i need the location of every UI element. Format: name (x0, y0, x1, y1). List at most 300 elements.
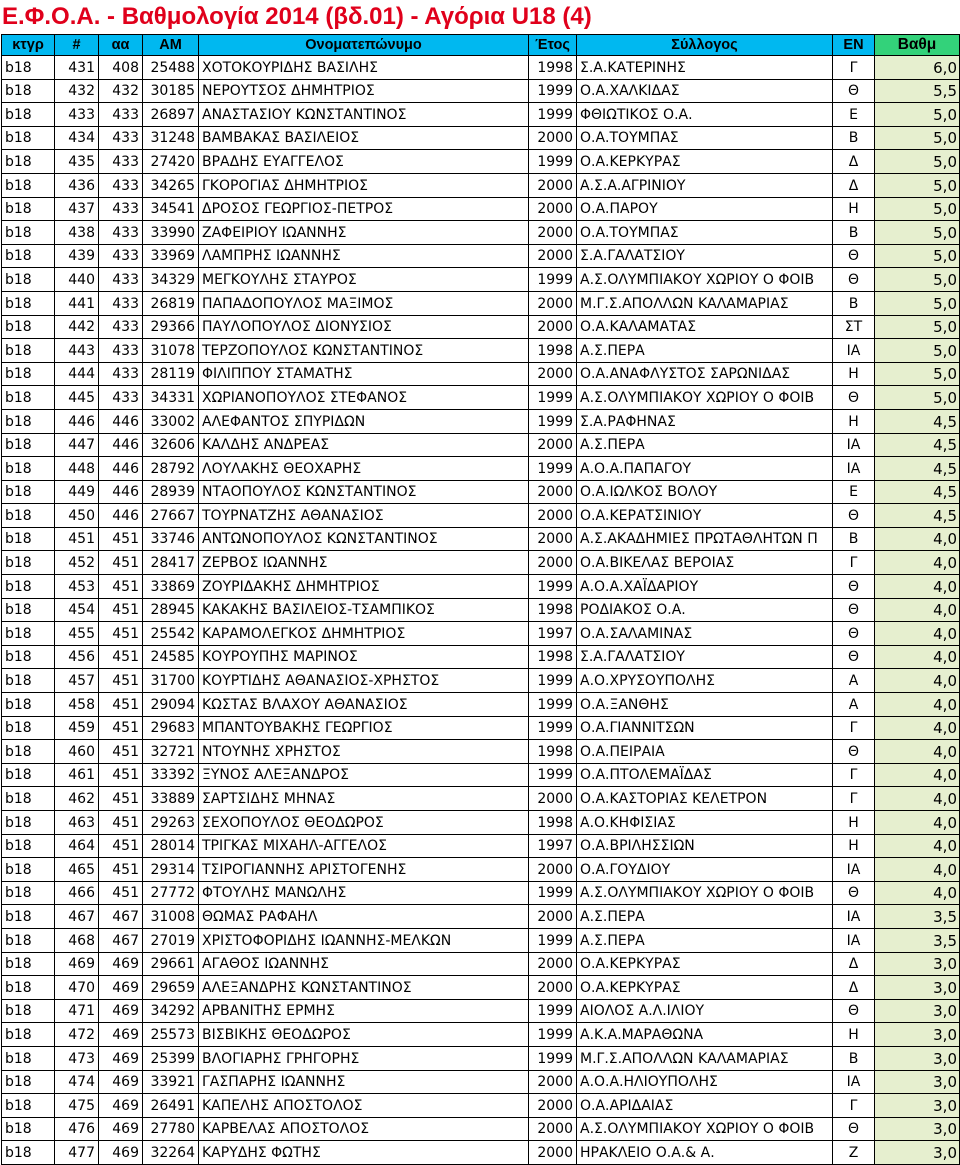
cell-ktgr: b18 (2, 740, 55, 764)
cell-year: 2000 (529, 1117, 577, 1141)
cell-num: 477 (55, 1141, 99, 1165)
cell-am: 31008 (143, 905, 199, 929)
cell-en: Α (833, 693, 875, 717)
cell-am: 29263 (143, 811, 199, 835)
table-row[interactable] (2, 339, 960, 363)
page-title: Ε.Φ.Ο.Α. - Βαθμολογία 2014 (βδ.01) - Αγόρια U18 (4) (2, 3, 592, 30)
cell-club: Α.Σ.ΟΛΥΜΠΙΑΚΟΥ ΧΩΡΙΟΥ Ο ΦΟΙΒ (577, 881, 833, 905)
cell-en: Η (833, 834, 875, 858)
table-row[interactable] (2, 976, 960, 1000)
cell-bath: 4,5 (875, 409, 960, 433)
cell-year: 2000 (529, 787, 577, 811)
cell-aa: 451 (99, 763, 143, 787)
cell-num: 446 (55, 409, 99, 433)
cell-ktgr: b18 (2, 1046, 55, 1070)
cell-en: Θ (833, 268, 875, 292)
cell-club: Ο.Α.ΤΟΥΜΠΑΣ (577, 126, 833, 150)
cell-en: Γ (833, 763, 875, 787)
cell-bath: 4,0 (875, 622, 960, 646)
table-row[interactable] (2, 433, 960, 457)
table-row[interactable] (2, 787, 960, 811)
cell-ktgr: b18 (2, 126, 55, 150)
cell-club: Α.Σ.Α.ΑΓΡΙΝΙΟΥ (577, 173, 833, 197)
cell-ktgr: b18 (2, 952, 55, 976)
cell-year: 1999 (529, 409, 577, 433)
cell-aa: 469 (99, 1094, 143, 1118)
cell-club: Ο.Α.ΠΤΟΛΕΜΑΪΔΑΣ (577, 763, 833, 787)
cell-ktgr: b18 (2, 598, 55, 622)
cell-aa: 433 (99, 221, 143, 245)
cell-am: 28417 (143, 551, 199, 575)
cell-year: 2000 (529, 1094, 577, 1118)
cell-en: Γ (833, 56, 875, 80)
cell-name: ΑΛΕΦΑΝΤΟΣ ΣΠΥΡΙΔΩΝ (199, 409, 529, 433)
cell-num: 440 (55, 268, 99, 292)
cell-bath: 4,0 (875, 763, 960, 787)
cell-bath: 6,0 (875, 56, 960, 80)
cell-am: 31248 (143, 126, 199, 150)
cell-ktgr: b18 (2, 221, 55, 245)
table-row[interactable] (2, 1141, 960, 1165)
cell-name: ΤΕΡΖΟΠΟΥΛΟΣ ΚΩΝΣΤΑΝΤΙΝΟΣ (199, 339, 529, 363)
table-row[interactable] (2, 834, 960, 858)
table-row[interactable] (2, 858, 960, 882)
cell-bath: 3,0 (875, 1070, 960, 1094)
table-row[interactable] (2, 811, 960, 835)
cell-club: Α.Ο.Α.ΗΛΙΟΥΠΟΛΗΣ (577, 1070, 833, 1094)
cell-bath: 4,5 (875, 504, 960, 528)
cell-num: 476 (55, 1117, 99, 1141)
cell-year: 1999 (529, 1023, 577, 1047)
cell-am: 31700 (143, 669, 199, 693)
cell-num: 461 (55, 763, 99, 787)
header-name[interactable]: Ονοματεπώνυμο (199, 35, 529, 56)
cell-name: ΝΕΡΟΥΤΣΟΣ ΔΗΜΗΤΡΙΟΣ (199, 79, 529, 103)
cell-year: 1997 (529, 622, 577, 646)
cell-ktgr: b18 (2, 999, 55, 1023)
cell-ktgr: b18 (2, 976, 55, 1000)
cell-club: Ο.Α.ΚΕΡΑΤΣΙΝΙΟΥ (577, 504, 833, 528)
cell-ktgr: b18 (2, 811, 55, 835)
table-row[interactable] (2, 150, 960, 174)
table-row[interactable] (2, 622, 960, 646)
cell-num: 451 (55, 527, 99, 551)
cell-year: 2000 (529, 244, 577, 268)
cell-num: 436 (55, 173, 99, 197)
cell-bath: 4,0 (875, 598, 960, 622)
cell-year: 1998 (529, 598, 577, 622)
table-row[interactable] (2, 291, 960, 315)
cell-ktgr: b18 (2, 575, 55, 599)
table-row[interactable] (2, 409, 960, 433)
cell-num: 469 (55, 952, 99, 976)
cell-bath: 4,0 (875, 716, 960, 740)
cell-year: 1998 (529, 645, 577, 669)
cell-year: 1999 (529, 999, 577, 1023)
cell-bath: 3,0 (875, 1094, 960, 1118)
cell-name: ΛΑΜΠΡΗΣ ΙΩΑΝΝΗΣ (199, 244, 529, 268)
cell-club: ΑΙΟΛΟΣ Α.Λ.ΙΛΙΟΥ (577, 999, 833, 1023)
table-row[interactable] (2, 103, 960, 127)
cell-en: ΙΑ (833, 433, 875, 457)
cell-bath: 5,0 (875, 291, 960, 315)
cell-am: 33002 (143, 409, 199, 433)
cell-am: 33869 (143, 575, 199, 599)
table-row[interactable] (2, 928, 960, 952)
cell-am: 32606 (143, 433, 199, 457)
cell-bath: 4,0 (875, 669, 960, 693)
cell-bath: 5,0 (875, 173, 960, 197)
table-row[interactable] (2, 79, 960, 103)
ranking-table (1, 34, 960, 1165)
cell-name: ΚΑΡΒΕΛΑΣ ΑΠΟΣΤΟΛΟΣ (199, 1117, 529, 1141)
cell-name: ΔΡΟΣΟΣ ΓΕΩΡΓΙΟΣ-ΠΕΤΡΟΣ (199, 197, 529, 221)
header-en[interactable]: ΕΝ (833, 35, 875, 56)
cell-en: Θ (833, 598, 875, 622)
cell-name: ΑΡΒΑΝΙΤΗΣ ΕΡΜΗΣ (199, 999, 529, 1023)
cell-club: Σ.Α.ΡΑΦΗΝΑΣ (577, 409, 833, 433)
cell-num: 437 (55, 197, 99, 221)
table-row[interactable] (2, 504, 960, 528)
cell-year: 1999 (529, 881, 577, 905)
cell-aa: 433 (99, 362, 143, 386)
table-row[interactable] (2, 645, 960, 669)
cell-aa: 467 (99, 928, 143, 952)
cell-en: Η (833, 409, 875, 433)
cell-num: 431 (55, 56, 99, 80)
cell-en: Θ (833, 244, 875, 268)
table-row[interactable] (2, 315, 960, 339)
cell-club: Α.Σ.ΟΛΥΜΠΙΑΚΟΥ ΧΩΡΙΟΥ Ο ΦΟΙΒ (577, 386, 833, 410)
cell-name: ΤΣΙΡΟΓΙΑΝΝΗΣ ΑΡΙΣΤΟΓΕΝΗΣ (199, 858, 529, 882)
cell-am: 30185 (143, 79, 199, 103)
cell-ktgr: b18 (2, 433, 55, 457)
cell-aa: 451 (99, 527, 143, 551)
cell-ktgr: b18 (2, 787, 55, 811)
table-row[interactable] (2, 1117, 960, 1141)
cell-club: Ο.Α.ΑΡΙΔΑΙΑΣ (577, 1094, 833, 1118)
cell-am: 27019 (143, 928, 199, 952)
cell-num: 455 (55, 622, 99, 646)
cell-club: Α.Σ.ΠΕΡΑ (577, 905, 833, 929)
table-row[interactable] (2, 905, 960, 929)
cell-en: Β (833, 527, 875, 551)
cell-year: 2000 (529, 291, 577, 315)
cell-club: Ο.Α.ΠΕΙΡΑΙΑ (577, 740, 833, 764)
cell-bath: 4,0 (875, 858, 960, 882)
cell-club: Ο.Α.ΑΝΑΦΛΥΣΤΟΣ ΣΑΡΩΝΙΔΑΣ (577, 362, 833, 386)
cell-club: Σ.Α.ΚΑΤΕΡΙΝΗΣ (577, 56, 833, 80)
cell-am: 28939 (143, 480, 199, 504)
cell-am: 29094 (143, 693, 199, 717)
cell-ktgr: b18 (2, 409, 55, 433)
cell-aa: 446 (99, 504, 143, 528)
table-row[interactable] (2, 197, 960, 221)
cell-am: 28119 (143, 362, 199, 386)
cell-ktgr: b18 (2, 339, 55, 363)
cell-name: ΒΑΜΒΑΚΑΣ ΒΑΣΙΛΕΙΟΣ (199, 126, 529, 150)
cell-num: 465 (55, 858, 99, 882)
cell-en: Γ (833, 1094, 875, 1118)
cell-year: 1998 (529, 811, 577, 835)
table-row[interactable] (2, 598, 960, 622)
cell-am: 28792 (143, 457, 199, 481)
cell-num: 445 (55, 386, 99, 410)
table-row[interactable] (2, 575, 960, 599)
table-row[interactable] (2, 716, 960, 740)
table-header-row (2, 35, 960, 56)
cell-name: ΒΡΑΔΗΣ ΕΥΑΓΓΕΛΟΣ (199, 150, 529, 174)
cell-club: Ο.Α.ΤΟΥΜΠΑΣ (577, 221, 833, 245)
cell-ktgr: b18 (2, 268, 55, 292)
cell-name: ΚΑΚΑΚΗΣ ΒΑΣΙΛΕΙΟΣ-ΤΣΑΜΠΙΚΟΣ (199, 598, 529, 622)
cell-bath: 3,0 (875, 999, 960, 1023)
table-row[interactable] (2, 362, 960, 386)
cell-am: 25488 (143, 56, 199, 80)
cell-year: 1999 (529, 928, 577, 952)
cell-num: 450 (55, 504, 99, 528)
cell-ktgr: b18 (2, 905, 55, 929)
table-row[interactable] (2, 1094, 960, 1118)
cell-club: Ο.Α.ΚΑΣΤΟΡΙΑΣ ΚΕΛΕΤΡΟΝ (577, 787, 833, 811)
cell-am: 26491 (143, 1094, 199, 1118)
cell-am: 27780 (143, 1117, 199, 1141)
cell-bath: 4,0 (875, 811, 960, 835)
cell-bath: 4,0 (875, 834, 960, 858)
cell-aa: 469 (99, 1070, 143, 1094)
cell-num: 441 (55, 291, 99, 315)
cell-bath: 4,0 (875, 693, 960, 717)
cell-year: 2000 (529, 976, 577, 1000)
table-row[interactable] (2, 56, 960, 80)
cell-club: Ο.Α.ΓΙΑΝΝΙΤΣΩΝ (577, 716, 833, 740)
cell-year: 2000 (529, 905, 577, 929)
cell-num: 433 (55, 103, 99, 127)
cell-ktgr: b18 (2, 763, 55, 787)
header-year[interactable]: Έτος (529, 35, 577, 56)
table-row[interactable] (2, 126, 960, 150)
table-row[interactable] (2, 763, 960, 787)
cell-bath: 5,0 (875, 244, 960, 268)
cell-name: ΖΟΥΡΙΔΑΚΗΣ ΔΗΜΗΤΡΙΟΣ (199, 575, 529, 599)
cell-year: 2000 (529, 1141, 577, 1165)
cell-bath: 4,0 (875, 575, 960, 599)
cell-am: 29659 (143, 976, 199, 1000)
table-row[interactable] (2, 1023, 960, 1047)
cell-ktgr: b18 (2, 79, 55, 103)
cell-name: ΚΑΠΕΛΗΣ ΑΠΟΣΤΟΛΟΣ (199, 1094, 529, 1118)
cell-year: 2000 (529, 952, 577, 976)
table-row[interactable] (2, 881, 960, 905)
table-row[interactable] (2, 386, 960, 410)
cell-bath: 4,0 (875, 787, 960, 811)
cell-name: ΘΩΜΑΣ ΡΑΦΑΗΛ (199, 905, 529, 929)
table-row[interactable] (2, 952, 960, 976)
cell-en: Η (833, 1023, 875, 1047)
cell-bath: 5,0 (875, 268, 960, 292)
cell-en: ΙΑ (833, 858, 875, 882)
cell-am: 32264 (143, 1141, 199, 1165)
cell-aa: 433 (99, 197, 143, 221)
header-am[interactable]: ΑΜ (143, 35, 199, 56)
table-row[interactable] (2, 244, 960, 268)
cell-year: 1999 (529, 268, 577, 292)
cell-bath: 4,0 (875, 740, 960, 764)
cell-am: 34541 (143, 197, 199, 221)
cell-am: 27772 (143, 881, 199, 905)
cell-name: ΧΩΡΙΑΝΟΠΟΥΛΟΣ ΣΤΕΦΑΝΟΣ (199, 386, 529, 410)
cell-name: ΒΙΣΒΙΚΗΣ ΘΕΟΔΩΡΟΣ (199, 1023, 529, 1047)
cell-bath: 5,0 (875, 339, 960, 363)
cell-aa: 433 (99, 150, 143, 174)
cell-am: 33746 (143, 527, 199, 551)
cell-year: 2000 (529, 1070, 577, 1094)
table-row[interactable] (2, 480, 960, 504)
cell-club: Ο.Α.ΚΕΡΚΥΡΑΣ (577, 150, 833, 174)
cell-name: ΑΓΑΘΟΣ ΙΩΑΝΝΗΣ (199, 952, 529, 976)
cell-aa: 451 (99, 693, 143, 717)
cell-year: 1997 (529, 834, 577, 858)
cell-am: 32721 (143, 740, 199, 764)
cell-aa: 451 (99, 598, 143, 622)
cell-num: 438 (55, 221, 99, 245)
table-row[interactable] (2, 551, 960, 575)
cell-en: Δ (833, 173, 875, 197)
cell-am: 34331 (143, 386, 199, 410)
cell-ktgr: b18 (2, 362, 55, 386)
header-num[interactable]: # (55, 35, 99, 56)
cell-ktgr: b18 (2, 693, 55, 717)
cell-num: 457 (55, 669, 99, 693)
cell-en: Η (833, 362, 875, 386)
cell-ktgr: b18 (2, 858, 55, 882)
cell-am: 33392 (143, 763, 199, 787)
cell-ktgr: b18 (2, 386, 55, 410)
cell-name: ΦΤΟΥΛΗΣ ΜΑΝΩΛΗΣ (199, 881, 529, 905)
cell-year: 2000 (529, 173, 577, 197)
cell-bath: 3,5 (875, 905, 960, 929)
cell-am: 26819 (143, 291, 199, 315)
cell-bath: 5,0 (875, 221, 960, 245)
cell-aa: 408 (99, 56, 143, 80)
cell-name: ΓΚΟΡΟΓΙΑΣ ΔΗΜΗΤΡΙΟΣ (199, 173, 529, 197)
cell-club: Α.Ο.ΧΡΥΣΟΥΠΟΛΗΣ (577, 669, 833, 693)
table-row[interactable] (2, 693, 960, 717)
cell-en: Α (833, 669, 875, 693)
table-row[interactable] (2, 173, 960, 197)
cell-club: Ο.Α.ΚΕΡΚΥΡΑΣ (577, 976, 833, 1000)
table-row[interactable] (2, 1070, 960, 1094)
cell-bath: 4,5 (875, 480, 960, 504)
cell-bath: 4,0 (875, 527, 960, 551)
cell-club: Α.Σ.ΑΚΑΔΗΜΙΕΣ ΠΡΩΤΑΘΛΗΤΩΝ Π (577, 527, 833, 551)
cell-en: Ζ (833, 1141, 875, 1165)
cell-year: 2000 (529, 504, 577, 528)
table-row[interactable] (2, 221, 960, 245)
cell-club: Α.Ο.Α.ΧΑΪΔΑΡΙΟΥ (577, 575, 833, 599)
table-row[interactable] (2, 1046, 960, 1070)
cell-am: 25542 (143, 622, 199, 646)
cell-ktgr: b18 (2, 881, 55, 905)
cell-aa: 433 (99, 126, 143, 150)
header-aa[interactable]: αα (99, 35, 143, 56)
cell-en: Θ (833, 575, 875, 599)
cell-year: 1999 (529, 575, 577, 599)
cell-am: 34292 (143, 999, 199, 1023)
cell-en: Ε (833, 103, 875, 127)
cell-num: 460 (55, 740, 99, 764)
cell-aa: 433 (99, 315, 143, 339)
cell-aa: 451 (99, 881, 143, 905)
table-row[interactable] (2, 527, 960, 551)
cell-year: 2000 (529, 315, 577, 339)
cell-ktgr: b18 (2, 1070, 55, 1094)
cell-bath: 5,0 (875, 150, 960, 174)
cell-ktgr: b18 (2, 1117, 55, 1141)
cell-aa: 433 (99, 268, 143, 292)
cell-en: ΙΑ (833, 339, 875, 363)
cell-name: ΑΝΤΩΝΟΠΟΥΛΟΣ ΚΩΝΣΤΑΝΤΙΝΟΣ (199, 527, 529, 551)
cell-bath: 3,0 (875, 1023, 960, 1047)
cell-en: Γ (833, 551, 875, 575)
table-row[interactable] (2, 268, 960, 292)
cell-year: 1999 (529, 386, 577, 410)
cell-num: 434 (55, 126, 99, 150)
cell-aa: 469 (99, 952, 143, 976)
cell-ktgr: b18 (2, 928, 55, 952)
table-row[interactable] (2, 457, 960, 481)
header-ktgr[interactable]: κτγρ (2, 35, 55, 56)
table-row[interactable] (2, 669, 960, 693)
table-row[interactable] (2, 740, 960, 764)
cell-en: Ε (833, 480, 875, 504)
header-club[interactable]: Σύλλογος (577, 35, 833, 56)
cell-name: ΚΟΥΡΤΙΔΗΣ ΑΘΑΝΑΣΙΟΣ-ΧΡΗΣΤΟΣ (199, 669, 529, 693)
cell-club: Α.Σ.ΠΕΡΑ (577, 433, 833, 457)
cell-name: ΠΑΠΑΔΟΠΟΥΛΟΣ ΜΑΞΙΜΟΣ (199, 291, 529, 315)
cell-en: Θ (833, 622, 875, 646)
cell-en: Η (833, 197, 875, 221)
cell-aa: 433 (99, 103, 143, 127)
cell-aa: 451 (99, 834, 143, 858)
cell-en: Δ (833, 150, 875, 174)
cell-year: 1999 (529, 103, 577, 127)
cell-ktgr: b18 (2, 56, 55, 80)
cell-club: Σ.Α.ΓΑΛΑΤΣΙΟΥ (577, 645, 833, 669)
cell-num: 459 (55, 716, 99, 740)
cell-name: ΚΩΣΤΑΣ ΒΛΑΧΟΥ ΑΘΑΝΑΣΙΟΣ (199, 693, 529, 717)
cell-name: ΒΛΟΓΙΑΡΗΣ ΓΡΗΓΟΡΗΣ (199, 1046, 529, 1070)
header-bath[interactable]: Βαθμ (875, 35, 960, 56)
cell-bath: 3,0 (875, 1141, 960, 1165)
cell-en: Θ (833, 504, 875, 528)
cell-num: 448 (55, 457, 99, 481)
cell-en: Β (833, 1046, 875, 1070)
cell-en: ΣΤ (833, 315, 875, 339)
cell-ktgr: b18 (2, 244, 55, 268)
cell-num: 444 (55, 362, 99, 386)
cell-num: 449 (55, 480, 99, 504)
table-row[interactable] (2, 999, 960, 1023)
cell-ktgr: b18 (2, 457, 55, 481)
cell-year: 1999 (529, 457, 577, 481)
cell-year: 2000 (529, 221, 577, 245)
cell-num: 458 (55, 693, 99, 717)
cell-year: 1999 (529, 669, 577, 693)
cell-name: ΠΑΥΛΟΠΟΥΛΟΣ ΔΙΟΝΥΣΙΟΣ (199, 315, 529, 339)
cell-bath: 5,0 (875, 362, 960, 386)
cell-club: Ο.Α.ΓΟΥΔΙΟΥ (577, 858, 833, 882)
